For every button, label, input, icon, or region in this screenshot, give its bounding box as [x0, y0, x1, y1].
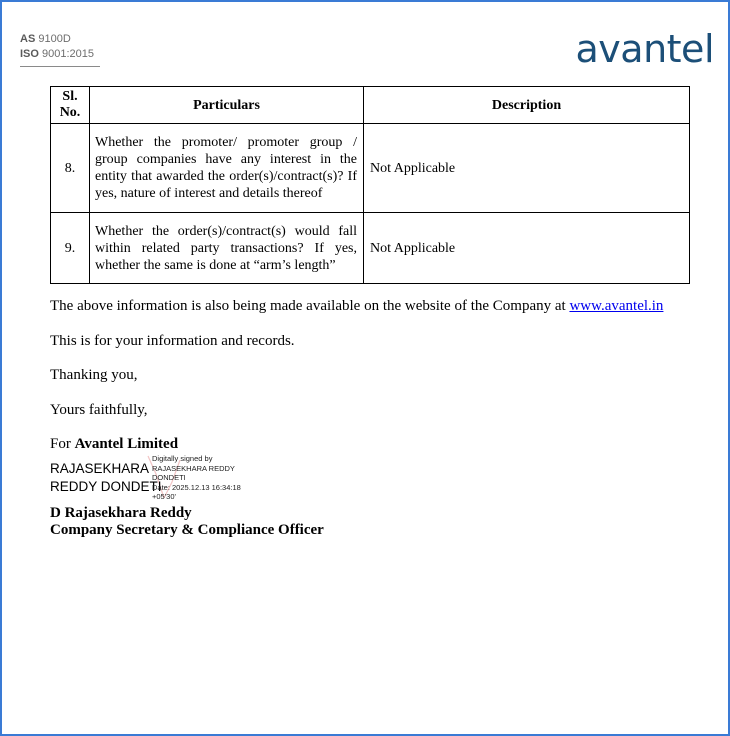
company-logo: avantel [575, 27, 714, 71]
row-description: Not Applicable [364, 213, 690, 284]
signature-detail-line: +05'30' [152, 492, 176, 501]
header-sl-line2: No. [59, 105, 81, 120]
company-name: Avantel Limited [74, 436, 179, 452]
signature-detail-line: DONDETI [152, 473, 186, 482]
cert-iso-code: ISO [20, 48, 39, 60]
signer-block [50, 505, 324, 539]
signer-name: D Rajasekhara Reddy [50, 505, 192, 521]
availability-paragraph [50, 298, 663, 315]
details-table [50, 86, 690, 284]
row-sl-no: 8. [51, 124, 90, 213]
digital-signature-details [152, 454, 241, 502]
signature-detail-line: Date: 2025.12.13 16:34:18 [152, 482, 241, 492]
row-particulars: Whether the promoter/ promoter group / group companies have any interest in the entity that awarded the order(s)/contract(s)? If yes, nature of interest and details thereof [90, 124, 364, 213]
info-paragraph: This is for your information and records. [50, 333, 295, 349]
website-link[interactable]: www.avantel.in [569, 298, 664, 314]
for-company-line [50, 436, 178, 453]
signature-name-line2: REDDY DONDETI [50, 479, 162, 494]
header-particulars: Particulars [90, 87, 364, 124]
header-sl-no [51, 87, 90, 124]
availability-text: The above information is also being made available on the website of the Company at [50, 298, 570, 314]
signer-title: Company Secretary & Compliance Officer [50, 522, 324, 538]
header-sl-line1: Sl. [62, 89, 78, 104]
for-prefix: For [50, 436, 75, 452]
row-particulars: Whether the order(s)/contract(s) would fall within related party transactions? If yes, whether the same is done at “arm’s length” [90, 213, 364, 284]
certifications-underline [20, 66, 100, 67]
row-sl-no: 9. [51, 213, 90, 284]
signature-detail-line: Digitally signed by [152, 454, 213, 463]
closing-line: Yours faithfully, [50, 402, 148, 418]
table-row [51, 124, 690, 213]
digital-signature-name [50, 460, 162, 496]
table-row [51, 213, 690, 284]
signature-name-line1: RAJASEKHARA [50, 461, 150, 476]
header-description: Description [364, 87, 690, 124]
cert-iso-number: 9001:2015 [42, 48, 95, 60]
signature-detail-line: RAJASEKHARA REDDY [152, 463, 235, 473]
row-description: Not Applicable [364, 124, 690, 213]
thanks-line: Thanking you, [50, 367, 138, 383]
certifications-block [20, 32, 94, 62]
cert-as-code: AS [20, 33, 36, 45]
cert-as-number: 9100D [38, 33, 71, 45]
table-header-row [51, 87, 690, 124]
